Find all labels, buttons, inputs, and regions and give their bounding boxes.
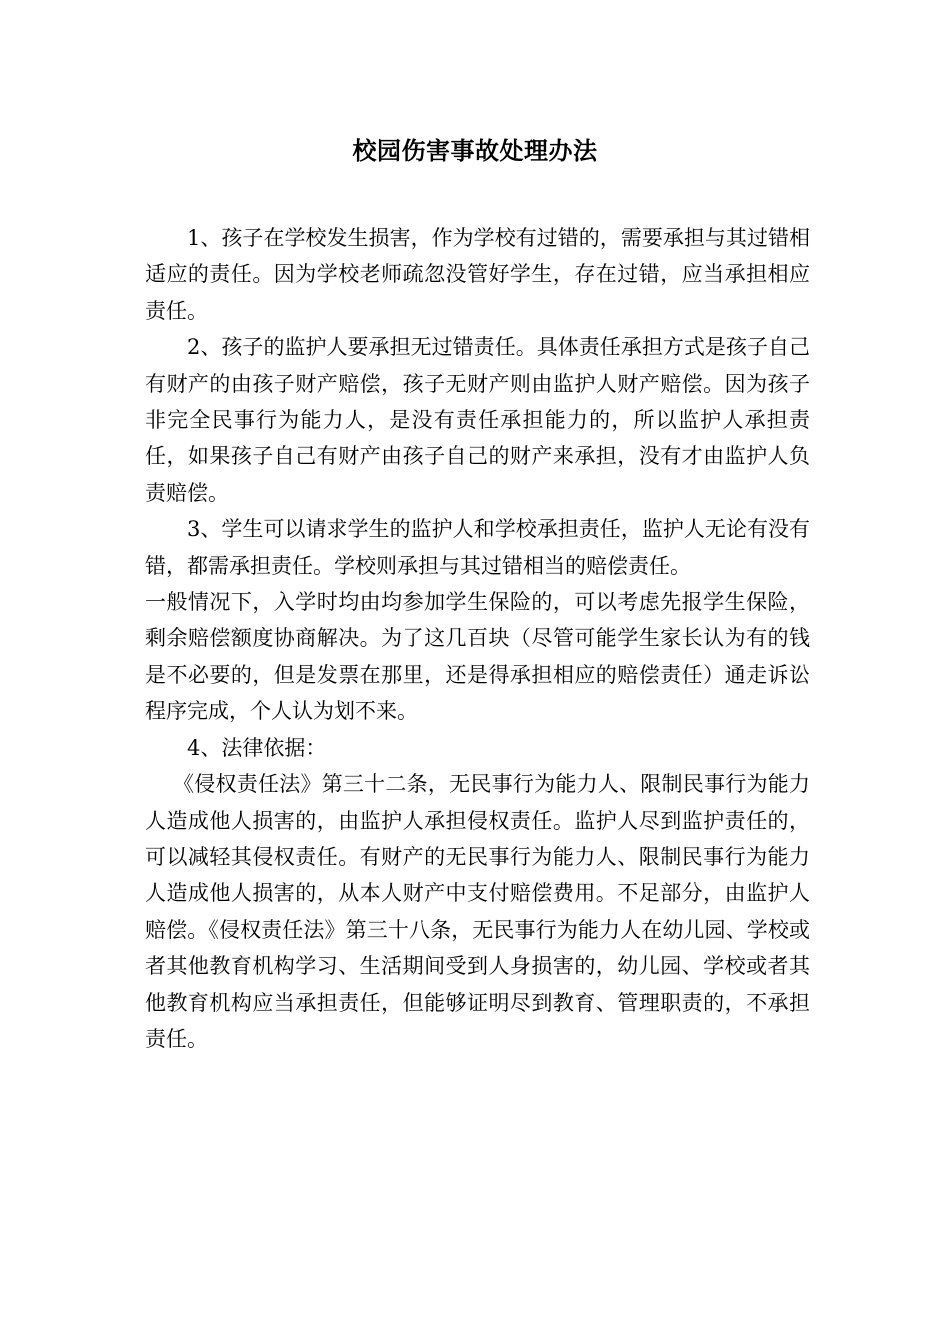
paragraph-item-3: 3、学生可以请求学生的监护人和学校承担责任，监护人无论有没有错，都需承担责任。学校则承担与其过错相当的赔偿责任。 <box>145 517 810 578</box>
paragraph-item-4-heading: 4、法律依据： <box>187 735 327 760</box>
paragraph-insurance-note: 一般情况下，入学时均由均参加学生保险的，可以考虑先报学生保险，剩余赔偿额度协商解决。为了这几百块（尽管可能学生家长认为有的钱是不必要的，但是发票在那里，还是得承担相应的赔偿责任）通走诉讼程序完成，个人认为划不来。 <box>145 590 810 724</box>
document-title: 校园伤害事故处理办法 <box>352 137 598 165</box>
paragraph-item-1: 1、孩子在学校发生损害，作为学校有过错的，需要承担与其过错相适应的责任。因为学校老师疏忽没管好学生，存在过错，应当承担相应责任。 <box>145 226 810 323</box>
paragraph-item-2: 2、孩子的监护人要承担无过错责任。具体责任承担方式是孩子自己有财产的由孩子财产赔偿，孩子无财产则由监护人财产赔偿。因为孩子非完全民事行为能力人，是没有责任承担能力的，所以监护人承担责任，如果孩子自己有财产由孩子自己的财产来承担，没有才由监护人负责赔偿。 <box>145 335 810 505</box>
document-body <box>145 220 810 1057</box>
paragraph-legal-basis: 《侵权责任法》第三十二条，无民事行为能力人、限制民事行为能力人造成他人损害的，由监护人承担侵权责任。监护人尽到监护责任的，可以减轻其侵权责任。有财产的无民事行为能力人、限制民事行为能力人造成他人损害的，从本人财产中支付赔偿费用。不足部分，由监护人赔偿。《侵权责任法》第三十八条，无民事行为能力人在幼儿园、学校或者其他教育机构学习、生活期间受到人身损害的，幼儿园、学校或者其他教育机构应当承担责任，但能够证明尽到教育、管理职责的，不承担责任。 <box>145 772 810 1051</box>
